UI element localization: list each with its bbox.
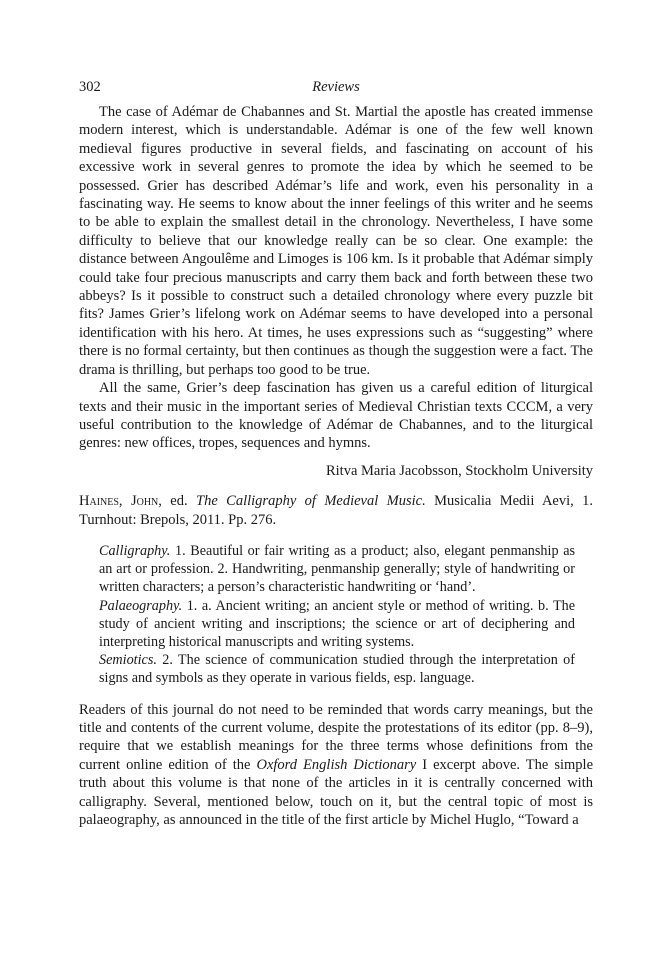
review-body-paragraph [79, 701, 593, 830]
running-head [79, 79, 593, 103]
definition-palaeography [99, 597, 575, 652]
definition-block [99, 542, 575, 688]
definition-text: 2. The science of communication studied through the interpretation of signs and symbols as they operate in various fields, esp. language. [99, 652, 575, 687]
oed-title: Oxford English Dictionary [256, 756, 417, 773]
definition-text: 1. a. Ancient writing; an ancient style or method of writing. b. The study of ancient writing and inscriptions; the science or art of deciphering and interpreting historical manuscripts and writing systems. [99, 597, 575, 650]
definition-term: Semiotics. [99, 652, 157, 669]
citation-author-surname: Haines [79, 493, 119, 510]
definition-term: Calligraphy. [99, 542, 171, 559]
citation-editor-mark: , ed. [158, 493, 188, 510]
definition-calligraphy [99, 542, 575, 597]
body-text-before-oed: Readers of this journal do not need to be reminded that words carry meanings, but the title and contents of the current volume, despite the protestations of its editor (pp. 8–9), require that we establish meanings for the three terms whose definitions from the current online edition of the [79, 701, 593, 773]
citation-author-given: John [130, 493, 159, 510]
citation-title: The Calligraphy of Medieval Music. [196, 493, 426, 510]
reviewer-signature: Ritva Maria Jacobsson, Stockholm University [325, 462, 593, 479]
page-number: 302 [79, 79, 101, 95]
definition-term: Palaeography. [99, 597, 183, 614]
running-title: Reviews [312, 79, 360, 95]
review-paragraph-1: The case of Adémar de Chabannes and St. Martial the apostle has created immense modern interest, which is understandable. Adémar is one of the few well known medieval figures productive in several fields, and fascinating on account of his excessive work in several genres to promote the idea by which he seemed to be possessed. Grier has described Adémar’s life and work, even his personality in a fascinating way. He seems to know about the inner feelings of this writer and he seems to be able to explain the smallest detail in the chronology. Nevertheless, I have some difficulty to believe that our knowledge really can be so clear. One example: the distance between Angoulême and Limoges is 106 km. Is it probable that Adémar simply could take four precious manuscripts and carry them back and forth between these two abbeys? Is it possible to construct such a detailed chronology where every puzzle bit fits? James Grier’s lifelong work on Adémar seems to have developed into a personal identification with his hero. At times, he uses expressions such as “suggesting” where there is no formal certainty, but then continues as though the suggestion were a fact. The drama is thrilling, but perhaps too good to be true. [79, 104, 593, 378]
body-text-after-oed: I excerpt above. The simple truth about this volume is that none of the articles in it is centrally concerned with calligraphy. Several, mentioned below, touch on it, but the central topic of most is palaeography, as announced in the title of the first article by Michel Huglo, “Toward a [79, 756, 594, 828]
citation-publication: Musicalia Medii Aevi, 1. Turnhout: Brepols, 2011. Pp. 276. [79, 493, 594, 528]
definition-text: 1. Beautiful or fair writing as a product; also, elegant penmanship as an art or profession. 2. Handwriting, penmanship generally; style of handwriting or written characters; a person’s characteristic handwriting or ‘hand’. [99, 542, 576, 596]
review-paragraph-2: All the same, Grier’s deep fascination has given us a careful edition of liturgical texts and their music in the important series of Medieval Christian texts CCCM, a very useful contribution to the knowledge of Adémar de Chabannes, and to the liturgical genres: new offices, tropes, sequences and hymns. [79, 380, 593, 452]
definition-semiotics [99, 651, 575, 687]
book-citation: Haines, John, ed. The Calligraphy of Medieval Music. Musicalia Medii Aevi, 1. Turnhout: Brepols, 2011. Pp. 276. [79, 493, 594, 528]
document-page [79, 79, 593, 829]
